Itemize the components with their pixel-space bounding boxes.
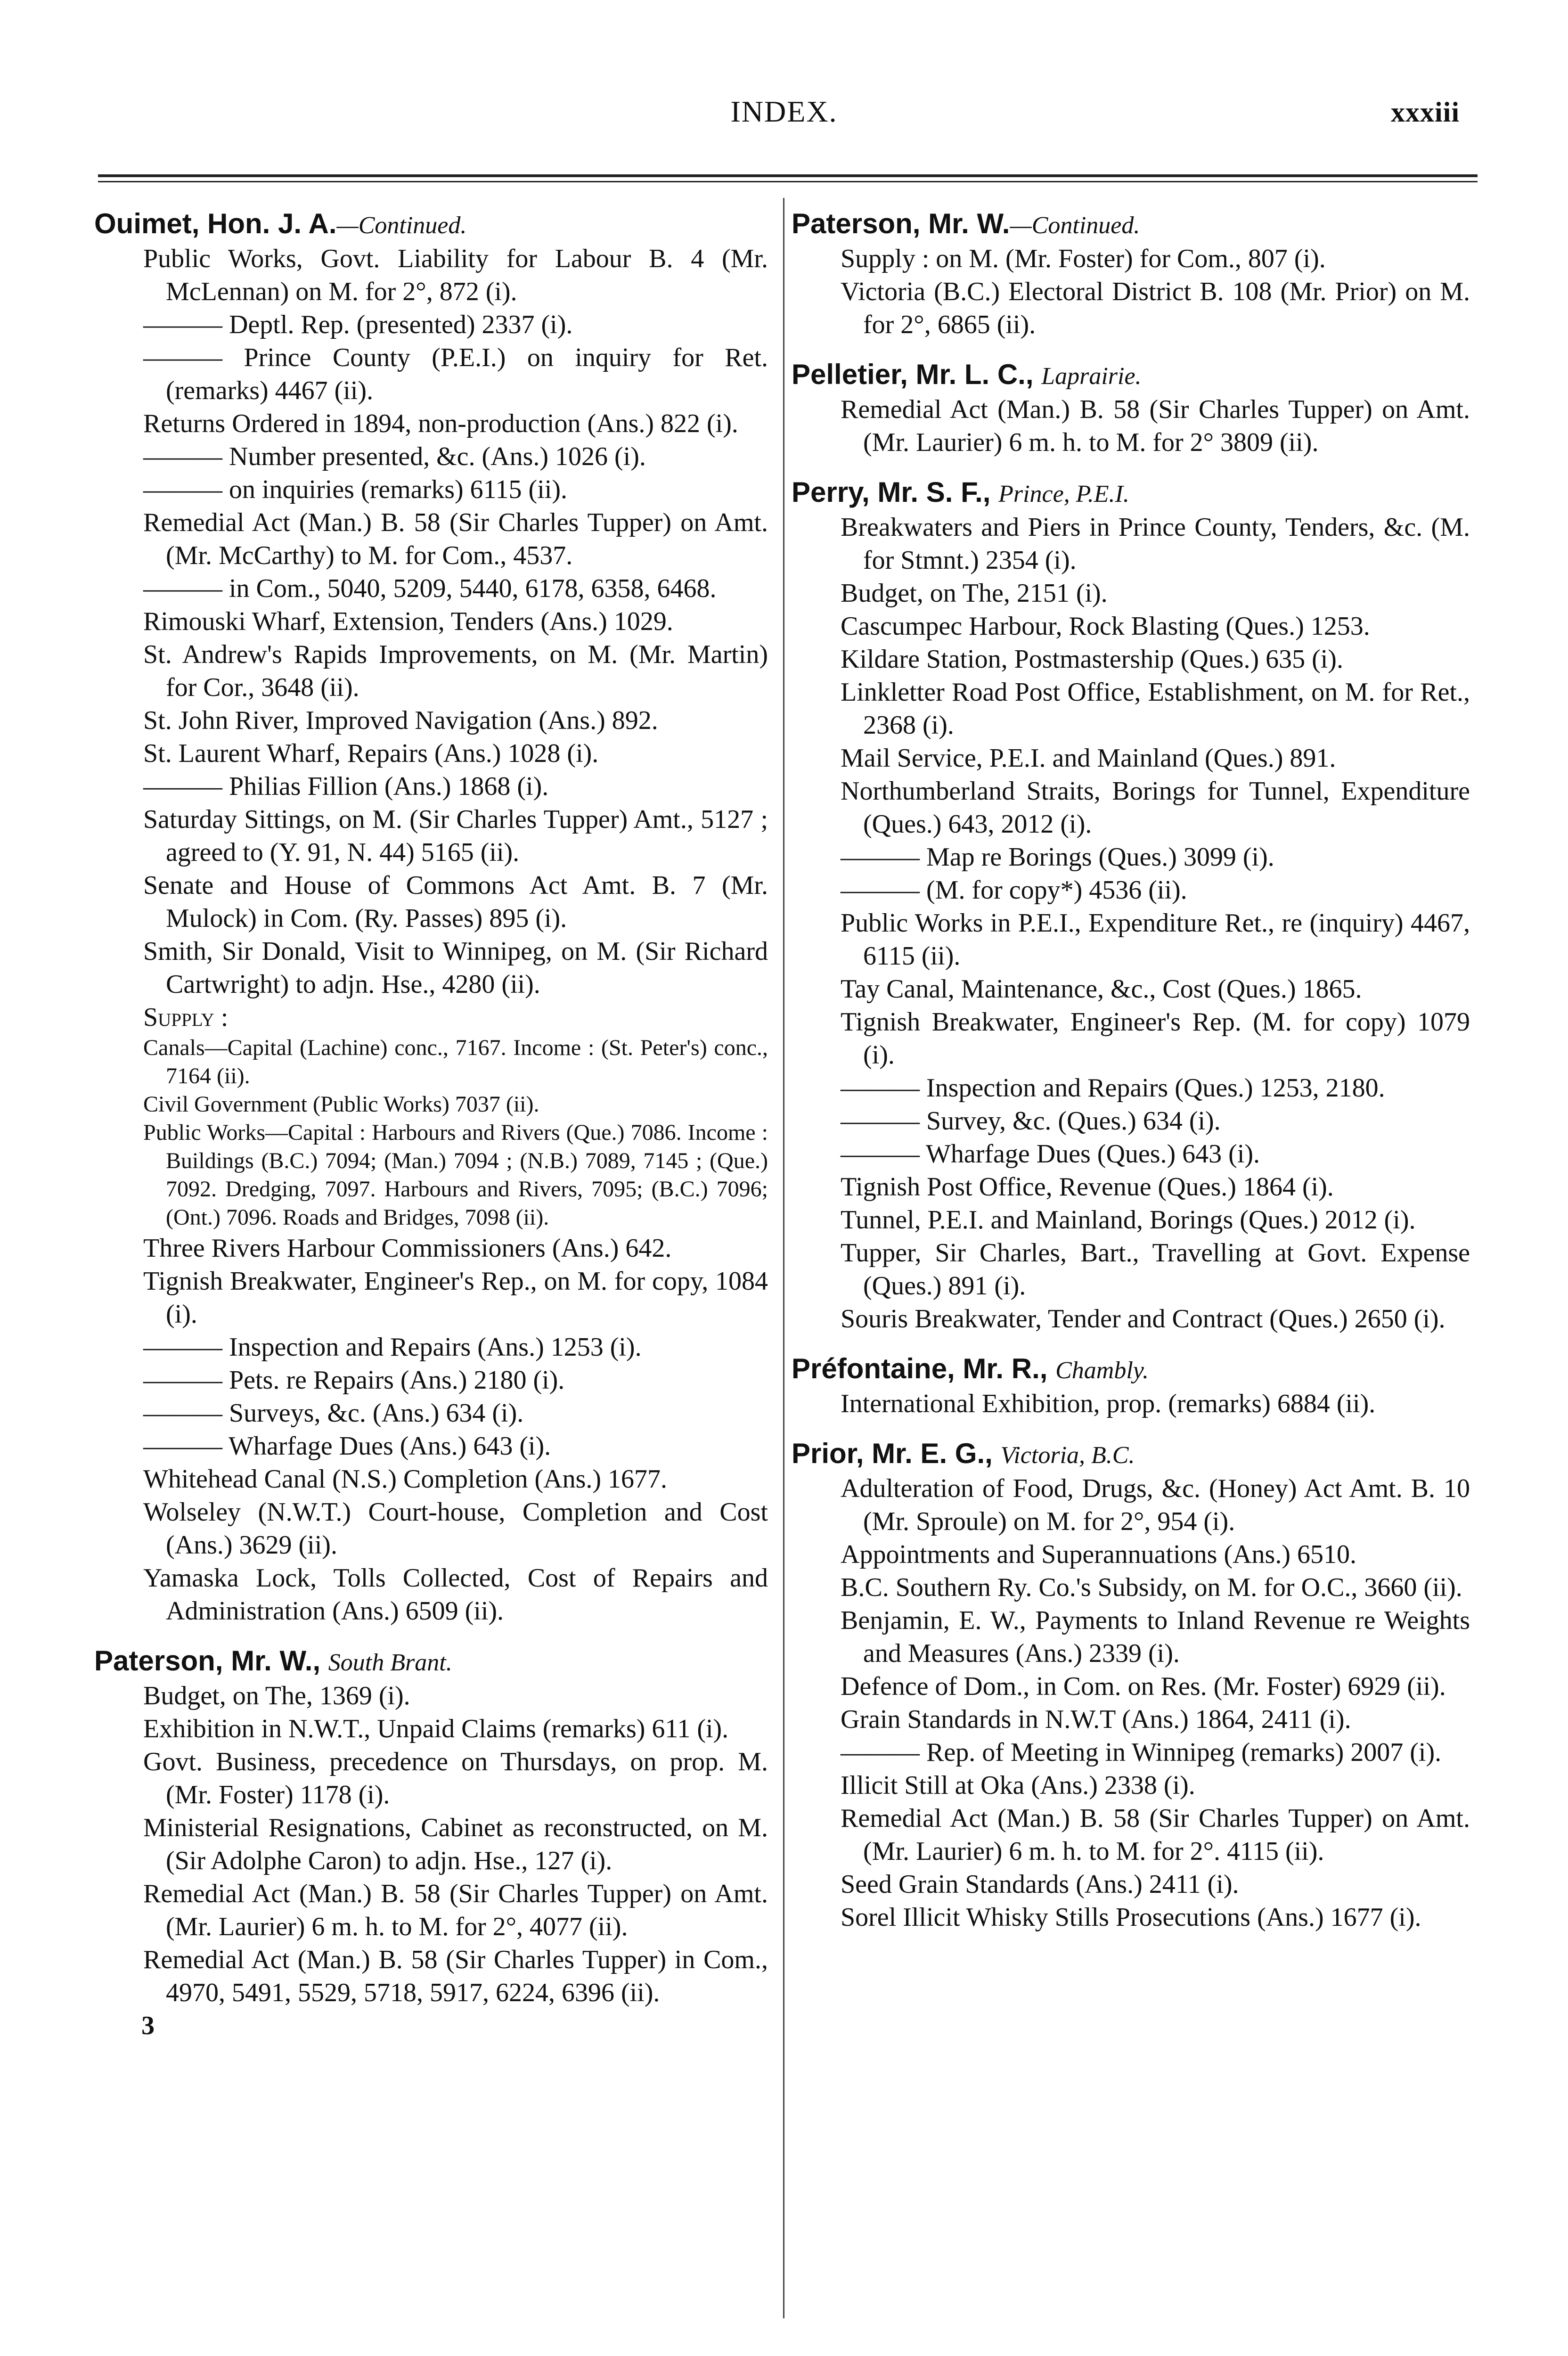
index-entry: Remedial Act (Man.) B. 58 (Sir Charles Tupper) on Amt. (Mr. Laurier) 6 m. h. to M. for 2°. 4115 (ii). bbox=[841, 1804, 1470, 1866]
index-entry: Mail Service, P.E.I. and Mainland (Ques.) 891. bbox=[841, 744, 1336, 773]
index-entry: Budget, on The, 2151 (i). bbox=[841, 579, 1108, 608]
index-entry: Public Works, Govt. Liability for Labour B. 4 (Mr. McLennan) on M. for 2°, 872 (i). bbox=[143, 244, 768, 306]
member-heading bbox=[792, 1352, 1470, 1387]
page-number: xxxiii bbox=[1390, 97, 1460, 128]
index-entry: Tignish Breakwater, Engineer's Rep. (M. for copy) 1079 (i). bbox=[841, 1007, 1470, 1070]
index-entry: B.C. Southern Ry. Co.'s Subsidy, on M. for O.C., 3660 (ii). bbox=[841, 1573, 1462, 1602]
index-entry: Sorel Illicit Whisky Stills Prosecutions (Ans.) 1677 (i). bbox=[841, 1903, 1421, 1932]
index-entry: Civil Government (Public Works) 7037 (ii). bbox=[143, 1092, 539, 1117]
constituency: Chambly. bbox=[1055, 1357, 1149, 1384]
member-name: Préfontaine, Mr. R., bbox=[792, 1353, 1048, 1384]
constituency: Victoria, B.C. bbox=[1000, 1442, 1135, 1469]
index-entry: Remedial Act (Man.) B. 58 (Sir Charles Tupper) on Amt. (Mr. Laurier) 6 m. h. to M. for 2°, 4077 (ii). bbox=[143, 1879, 768, 1941]
index-entry: Returns Ordered in 1894, non-production (Ans.) 822 (i). bbox=[143, 409, 738, 438]
continued-label: —Continued. bbox=[336, 212, 467, 239]
index-entry: Supply : on M. (Mr. Foster) for Com., 807 (i). bbox=[841, 244, 1326, 273]
index-entry: ——— Rep. of Meeting in Winnipeg (remarks) 2007 (i). bbox=[841, 1738, 1442, 1767]
index-entry: ——— on inquiries (remarks) 6115 (ii). bbox=[143, 475, 567, 504]
index-entry: Saturday Sittings, on M. (Sir Charles Tupper) Amt., 5127 ; agreed to (Y. 91, N. 44) 5165 (ii). bbox=[143, 805, 768, 867]
index-entry: Rimouski Wharf, Extension, Tenders (Ans.) 1029. bbox=[143, 607, 673, 636]
index-entry: Three Rivers Harbour Commissioners (Ans.) 642. bbox=[143, 1234, 672, 1263]
index-entry: Remedial Act (Man.) B. 58 (Sir Charles Tupper) on Amt. (Mr. Laurier) 6 m. h. to M. for 2° 3809 (ii). bbox=[841, 395, 1470, 457]
index-entry: Souris Breakwater, Tender and Contract (Ques.) 2650 (i). bbox=[841, 1304, 1446, 1333]
index-entry: ——— Map re Borings (Ques.) 3099 (i). bbox=[841, 843, 1274, 872]
index-entry: Benjamin, E. W., Payments to Inland Revenue re Weights and Measures (Ans.) 2339 (i). bbox=[841, 1606, 1470, 1668]
member-heading bbox=[792, 1437, 1470, 1472]
index-entry: ——— Wharfage Dues (Ans.) 643 (i). bbox=[143, 1432, 551, 1461]
index-entry: Kildare Station, Postmastership (Ques.) 635 (i). bbox=[841, 645, 1343, 674]
index-entry: ——— Prince County (P.E.I.) on inquiry for Ret. (remarks) 4467 (ii). bbox=[143, 343, 768, 405]
header-rule-thin bbox=[98, 181, 1478, 182]
index-entry: ——— Inspection and Repairs (Ques.) 1253, 2180. bbox=[841, 1073, 1385, 1103]
index-entry: Linkletter Road Post Office, Establishment, on M. for Ret., 2368 (i). bbox=[841, 678, 1470, 740]
index-entry: ——— Deptl. Rep. (presented) 2337 (i). bbox=[143, 310, 573, 339]
index-entry: Defence of Dom., in Com. on Res. (Mr. Foster) 6929 (ii). bbox=[841, 1672, 1446, 1701]
index-entry: St. John River, Improved Navigation (Ans.) 892. bbox=[143, 706, 658, 735]
index-entry: Remedial Act (Man.) B. 58 (Sir Charles Tupper) in Com., 4970, 5491, 5529, 5718, 5917, 6224, 6396 (ii). bbox=[143, 1945, 768, 2007]
right-column bbox=[792, 207, 1470, 1934]
index-entry: Tay Canal, Maintenance, &c., Cost (Ques.) 1865. bbox=[841, 974, 1362, 1004]
index-entry: Remedial Act (Man.) B. 58 (Sir Charles Tupper) on Amt. (Mr. McCarthy) to M. for Com., 4537. bbox=[143, 508, 768, 570]
index-entry: St. Laurent Wharf, Repairs (Ans.) 1028 (i). bbox=[143, 739, 599, 768]
index-entry: ——— Inspection and Repairs (Ans.) 1253 (i). bbox=[143, 1333, 642, 1362]
column-divider bbox=[783, 198, 784, 2318]
index-entry: Canals—Capital (Lachine) conc., 7167. Income : (St. Peter's) conc., 7164 (ii). bbox=[143, 1035, 768, 1088]
index-entry: Wolseley (N.W.T.) Court-house, Completion and Cost (Ans.) 3629 (ii). bbox=[143, 1497, 768, 1560]
index-entry: Grain Standards in N.W.T (Ans.) 1864, 2411 (i). bbox=[841, 1705, 1351, 1734]
index-entry: Tignish Breakwater, Engineer's Rep., on M. for copy, 1084 (i). bbox=[143, 1267, 768, 1329]
index-entry: Smith, Sir Donald, Visit to Winnipeg, on M. (Sir Richard Cartwright) to adjn. Hse., 4280 (ii). bbox=[143, 937, 768, 999]
index-entry: ——— Number presented, &c. (Ans.) 1026 (i). bbox=[143, 442, 646, 471]
index-entry: ——— Survey, &c. (Ques.) 634 (i). bbox=[841, 1106, 1221, 1136]
member-heading bbox=[94, 207, 768, 242]
index-entry: Tignish Post Office, Revenue (Ques.) 1864 (i). bbox=[841, 1172, 1334, 1202]
index-entry: Public Works—Capital : Harbours and Rivers (Que.) 7086. Income : Buildings (B.C.) 7094; (Man.) 7094 ; (N.B.) 7089, 7145 ; (Que.) 7092. Dredging, 7097. Harbours and Rivers, 7095; (B.C.) 7096; (Ont.) 7096. Roads and Bridges, 7098 (ii). bbox=[143, 1120, 768, 1230]
index-entry: Exhibition in N.W.T., Unpaid Claims (remarks) 611 (i). bbox=[143, 1714, 729, 1743]
index-entry: ——— Pets. re Repairs (Ans.) 2180 (i). bbox=[143, 1366, 565, 1395]
member-heading bbox=[792, 207, 1470, 242]
member-name: Paterson, Mr. W., bbox=[94, 1645, 321, 1677]
index-entry: Cascumpec Harbour, Rock Blasting (Ques.) 1253. bbox=[841, 612, 1370, 641]
index-entry: Ministerial Resignations, Cabinet as reconstructed, on M. (Sir Adolphe Caron) to adjn. Hse., 127 (i). bbox=[143, 1813, 768, 1875]
index-entry: Breakwaters and Piers in Prince County, Tenders, &c. (M. for Stmnt.) 2354 (i). bbox=[841, 513, 1470, 575]
constituency: Prince, P.E.I. bbox=[998, 481, 1129, 507]
index-entry: ——— Philias Fillion (Ans.) 1868 (i). bbox=[143, 772, 549, 801]
member-name: Pelletier, Mr. L. C., bbox=[792, 359, 1034, 390]
page-header bbox=[0, 94, 1568, 132]
index-entry: Public Works in P.E.I., Expenditure Ret., re (inquiry) 4467, 6115 (ii). bbox=[841, 908, 1470, 971]
constituency: South Brant. bbox=[328, 1649, 452, 1676]
index-entry: ——— (M. for copy*) 4536 (ii). bbox=[841, 875, 1187, 905]
index-entry: ——— Surveys, &c. (Ans.) 634 (i). bbox=[143, 1399, 524, 1428]
index-entry: Senate and House of Commons Act Amt. B. 7 (Mr. Mulock) in Com. (Ry. Passes) 895 (i). bbox=[143, 871, 768, 933]
index-entry: ——— in Com., 5040, 5209, 5440, 6178, 6358, 6468. bbox=[143, 574, 717, 603]
index-entry: Victoria (B.C.) Electoral District B. 108 (Mr. Prior) on M. for 2°, 6865 (ii). bbox=[841, 277, 1470, 339]
member-heading bbox=[792, 358, 1470, 393]
index-entry: St. Andrew's Rapids Improvements, on M. (Mr. Martin) for Cor., 3648 (ii). bbox=[143, 640, 768, 702]
index-entry: Whitehead Canal (N.S.) Completion (Ans.) 1677. bbox=[143, 1464, 668, 1494]
index-entry: Adulteration of Food, Drugs, &c. (Honey) Act Amt. B. 10 (Mr. Sproule) on M. for 2°, 954 (i). bbox=[841, 1474, 1470, 1536]
index-entry: Govt. Business, precedence on Thursdays, on prop. M. (Mr. Foster) 1178 (i). bbox=[143, 1747, 768, 1809]
member-heading bbox=[792, 476, 1470, 511]
page-title: INDEX. bbox=[730, 95, 838, 128]
member-name: Perry, Mr. S. F., bbox=[792, 476, 991, 508]
continued-label: —Continued. bbox=[1010, 212, 1140, 239]
index-entry: Seed Grain Standards (Ans.) 2411 (i). bbox=[841, 1870, 1239, 1899]
index-entry: Northumberland Straits, Borings for Tunnel, Expenditure (Ques.) 643, 2012 (i). bbox=[841, 777, 1470, 839]
member-heading bbox=[94, 1644, 768, 1679]
left-column bbox=[94, 207, 768, 2042]
constituency: Laprairie. bbox=[1041, 363, 1142, 390]
member-name: Prior, Mr. E. G., bbox=[792, 1438, 993, 1469]
member-name: Paterson, Mr. W. bbox=[792, 208, 1010, 239]
header-rule bbox=[98, 174, 1478, 177]
index-entry: International Exhibition, prop. (remarks) 6884 (ii). bbox=[841, 1389, 1376, 1418]
index-entry: Tunnel, P.E.I. and Mainland, Borings (Ques.) 2012 (i). bbox=[841, 1205, 1416, 1235]
member-name: Ouimet, Hon. J. A. bbox=[94, 208, 337, 239]
index-entry: Tupper, Sir Charles, Bart., Travelling at Govt. Expense (Ques.) 891 (i). bbox=[841, 1238, 1470, 1301]
index-entry: Budget, on The, 1369 (i). bbox=[143, 1681, 410, 1710]
signature-mark: 3 bbox=[141, 2011, 155, 2040]
supply-heading: Supply : bbox=[143, 1003, 229, 1032]
index-entry: Illicit Still at Oka (Ans.) 2338 (i). bbox=[841, 1771, 1195, 1800]
index-entry: ——— Wharfage Dues (Ques.) 643 (i). bbox=[841, 1139, 1260, 1169]
index-entry: Appointments and Superannuations (Ans.) 6510. bbox=[841, 1540, 1356, 1569]
index-entry: Yamaska Lock, Tolls Collected, Cost of Repairs and Administration (Ans.) 6509 (ii). bbox=[143, 1563, 768, 1626]
